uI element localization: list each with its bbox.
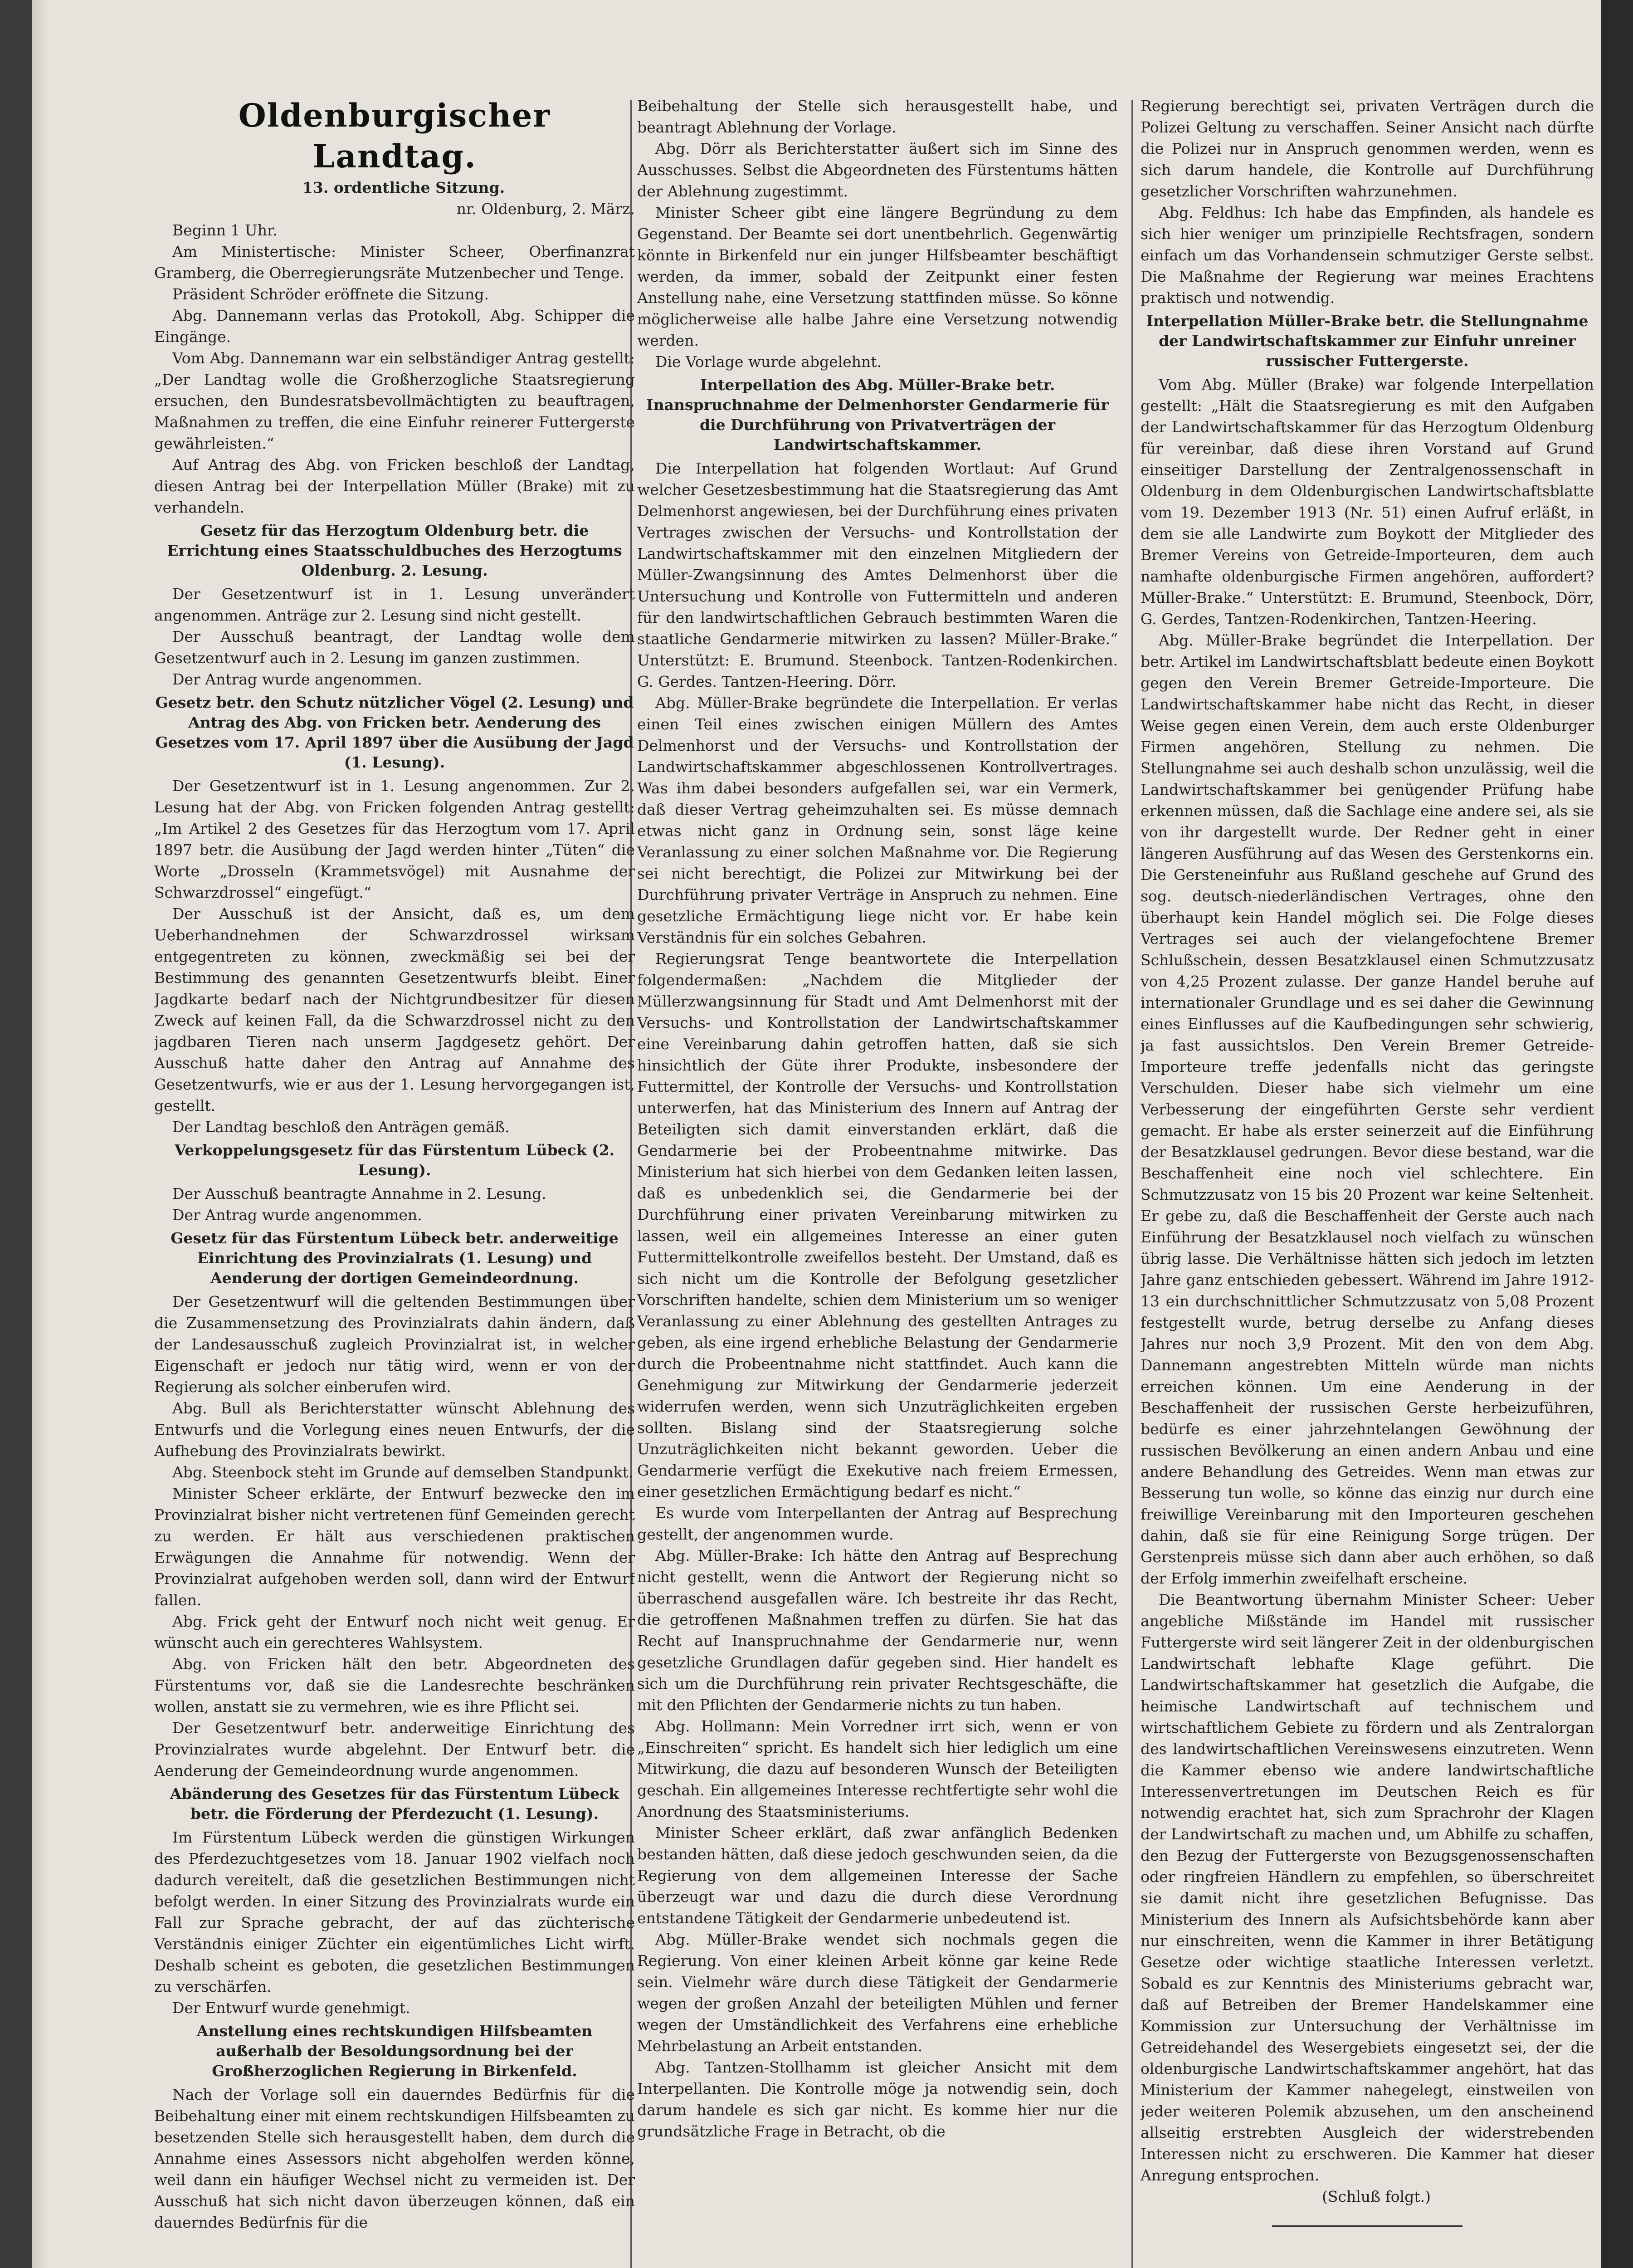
paragraph: Abg. Steenbock steht im Grunde auf demselben Standpunkt. <box>172 1463 634 1481</box>
paragraph: Vom Abg. Müller (Brake) war folgende Interpellation gestellt: „Hält die Staatsregierung es mit den Aufgaben der Landwirtschaftskammer für das Herzogtum Oldenburg für vereinbar, daß diese ihren Vorstand auf Grund einseitiger Darstellung der Zentralgenossenschaft in Oldenburg in dem Oldenburgischen Landwirtschaftsblatte vom 19. Dezember 1913 (Nr. 51) einen Aufruf erläßt, in dem sie alle Landwirte zum Boykott der Mitglieder des Bremer Vereins von Getreide-Importeuren, dem auch namhafte oldenburgische Firmen angehören, auffordert? Müller-Brake.“ Unterstützt: E. Brumund, Steenbock, Dörr, G. Gerdes, Tantzen-Rodenkirchen, Tantzen-Heering. <box>1141 376 1594 628</box>
session-heading: 13. ordentliche Sitzung. <box>302 179 505 196</box>
paragraph: Die Vorlage wurde abgelehnt. <box>655 353 882 371</box>
section-heading: Gesetz für das Fürstentum Lübeck betr. anderweitige Einrichtung des Provinzialrats (1. Lesung) und Aenderung der dortigen Gemeindeordnung. <box>171 1229 619 1287</box>
paragraph: Minister Scheer gibt eine längere Begründung zu dem Gegenstand. Der Beamte sei dort unentbehrlich. Gegenwärtig könnte in Birkenfeld nur ein junger Hilfsbeamter beschäftigt werden, da immer, sobald der Zeitpunkt einer festen Anstellung nahe, eine Versetzung stattfinden müsse. So könne möglicherweise alle halbe Jahre eine Versetzung notwendig werden. <box>637 204 1118 349</box>
paragraph: Der Ausschuß beantragt, der Landtag wolle dem Gesetzentwurf auch in 2. Lesung im ganzen zustimmen. <box>154 628 635 667</box>
column-2-body <box>637 95 1118 2142</box>
column-3-body <box>1141 95 1594 2186</box>
page-binding-shadow <box>32 0 50 2268</box>
paragraph: Minister Scheer erklärt, daß zwar anfänglich Bedenken bestanden hätten, daß diese jedoch geschwunden seien, da die Regierung von dem allgemeinen Interesse der Sache überzeugt war und dazu die durch diese Verordnung entstandene Tätigkeit der Gendarmerie unbedeutend ist. <box>637 1824 1118 1927</box>
section-heading: Anstellung eines rechtskundigen Hilfsbeamten außerhalb der Besoldungsordnung bei der Großherzoglichen Regierung in Birkenfeld. <box>196 2022 593 2080</box>
column-1-body <box>154 220 635 2233</box>
section-heading: Interpellation des Abg. Müller-Brake betr. Inanspruchnahme der Delmenhorster Gendarmerie für die Durchführung von Privatverträgen der Landwirtschaftskammer. <box>646 376 1109 454</box>
paragraph: Am Ministertische: Minister Scheer, Oberfinanzrat Gramberg, die Oberregierungsräte Mutzenbecher und Tenge. <box>154 243 635 282</box>
paragraph: Abg. Dörr als Berichterstatter äußert sich im Sinne des Ausschusses. Selbst die Abgeordneten des Fürstentums hätten der Ablehnung zugestimmt. <box>637 140 1118 200</box>
paragraph: Auf Antrag des Abg. von Fricken beschloß der Landtag, diesen Antrag bei der Interpellation Müller (Brake) mit zu verhandeln. <box>154 456 635 516</box>
paragraph: Beginn 1 Uhr. <box>172 221 278 239</box>
paragraph: Der Ausschuß ist der Ansicht, daß es, um dem Ueberhandnehmen der Schwarzdrossel wirksam entgegentreten zu können, zweckmäßig sei bei der Bestimmung des genannten Gesetzentwurfs bleibt. Einer Jagdkarte bedarf nach der Nichtgrundbesitzer für diesen Zweck auf keinen Fall, da die Schwarzdrossel nicht zu den jagdbaren Tieren nach unserm Jagdgesetz gehört. Der Ausschuß hatte daher den Antrag auf Annahme des Gesetzentwurfs, wie er aus der 1. Lesung hervorgegangen ist, gestellt. <box>154 905 635 1114</box>
paragraph: Der Gesetzentwurf will die geltenden Bestimmungen über die Zusammensetzung des Provinzialrats dahin ändern, daß der Landesausschuß zugleich Provinzialrat ist, in welcher Eigenschaft er jedoch nur tätig wird, wenn er von der Regierung als solcher einberufen wird. <box>154 1293 635 1396</box>
section-heading: Gesetz für das Herzogtum Oldenburg betr. die Errichtung eines Staatsschuldbuches des Herzogtums Oldenburg. 2. Lesung. <box>167 522 622 579</box>
paragraph: Abg. Müller-Brake: Ich hätte den Antrag auf Besprechung nicht gestellt, wenn die Antwort der Regierung nicht so überraschend ausgefallen wäre. Ich bestreite ihr das Recht, die getroffenen Maßnahmen treffen zu dürfen. Sie hat das Recht auf Inanspruchnahme der Gendarmerie nur, wenn gesetzliche Grundlagen dafür gegeben sind. Hier handelt es sich um die Durchführung rein privater Rechtsgeschäfte, die mit den Pflichten der Gendarmerie nichts zu tun haben. <box>637 1547 1118 1714</box>
paragraph: Die Beantwortung übernahm Minister Scheer: Ueber angebliche Mißstände im Handel mit russischer Futtergerste wird seit längerer Zeit in der oldenburgischen Landwirtschaft lebhafte Klage geführt. Die Landwirtschaftskammer hat gesetzlich die Aufgabe, die heimische Landwirtschaft auf technischem und wirtschaftlichem Gebiete zu fördern und als Zentralorgan des landwirtschaftlichen Vereinswesens einzutreten. Wenn die Kammer ebenso wie andere landwirtschaftliche Interessenvertretungen im Deutschen Reich es für notwendig erachtet hat, sich zum Sprachrohr der Klagen der Landwirtschaft zu machen und, um Abhilfe zu schaffen, den Bezug der Futtergerste von Bezugsgenossenschaften oder ringfreien Händlern zu empfehlen, so überschreitet sie damit nicht ihre gesetzlichen Befugnisse. Das Ministerium des Innern als Aufsichtsbehörde kann aber nur einschreiten, wenn die Kammer in ihrer Betätigung Gesetze oder wichtige staatliche Interessen verletzt. Sobald es zur Kenntnis des Ministeriums gebracht war, daß auf Betreiben der Bremer Handelskammer eine Kommission zur Untersuchung der Verhältnisse im Getreidehandel des Wesergebiets eingesetzt sei, der die oldenburgische Landwirtschaftskammer angehört, hat das Ministerium der Kammer nahegelegt, einstweilen von jeder weiteren Polemik abzusehen, um den anscheinend allseitig erstrebten Ausgleich der widerstrebenden Interessen nicht zu erschweren. Die Kammer hat dieser Anregung entsprochen. <box>1141 1591 1594 2184</box>
paragraph: Präsident Schröder eröffnete die Sitzung. <box>172 285 489 303</box>
section-heading: Interpellation Müller-Brake betr. die Stellungnahme der Landwirtschaftskammer zur Einfuhr unreiner russischer Futtergerste. <box>1146 312 1589 370</box>
paragraph: Die Interpellation hat folgenden Wortlaut: Auf Grund welcher Gesetzesbestimmung hat die Staatsregierung das Amt Delmenhorst angewiesen, bei der Durchführung eines privaten Vertrages zwischen der Versuchs- und Kontrollstation der Landwirtschaftskammer mit den einzelnen Mitgliedern der Müller-Zwangsinnung des Amtes Delmenhorst über die Untersuchung und Kontrolle von Futtermitteln und anderen für den landwirtschaftlichen Gebrauch bestimmten Waren die staatliche Gendarmerie mitwirken zu lassen? Müller-Brake.“ Unterstützt: E. Brumund. Steenbock. Tantzen-Rodenkirchen. G. Gerdes. Tantzen-Heering. Dörr. <box>637 459 1118 690</box>
paragraph: Abg. Hollmann: Mein Vorredner irrt sich, wenn er von „Einschreiten“ spricht. Es handelt sich hier lediglich um eine Mitwirkung, die dazu auf besonderen Wunsch der Beteiligten geschah. Ein allgemeines Interesse rechtfertigte sehr wohl die Anordnung des Staatsministeriums. <box>637 1717 1118 1820</box>
end-rule <box>1272 2225 1462 2227</box>
paragraph: Der Gesetzentwurf betr. anderweitige Einrichtung des Provinzialrates wurde abgelehnt. Der Entwurf betr. die Aenderung der Gemeindeordnung wurde angenommen. <box>154 1719 635 1779</box>
paragraph: Im Fürstentum Lübeck werden die günstigen Wirkungen des Pferdezuchtgesetzes vom 18. Januar 1902 vielfach noch dadurch vereitelt, daß die gesetzlichen Bestimmungen nicht befolgt werden. In einer Sitzung des Provinzialrats wurde ein Fall zur Sprache gebracht, der auf das züchterische Verständnis einiger Züchter ein eigentümliches Licht wirft. Deshalb scheint es geboten, die gesetzlichen Bestimmungen zu verschärfen. <box>154 1828 635 1995</box>
paragraph: Regierungsrat Tenge beantwortete die Interpellation folgendermaßen: „Nachdem die Mitglieder der Müllerzwangsinnung für Stadt und Amt Delmenhorst mit der Versuchs- und Kontrollstation der Landwirtschaftskammer eine Vereinbarung dahin getroffen hatten, daß sie sich hinsichtlich der Güte ihrer Produkte, insbesondere der Futtermittel, der Kontrolle der Versuchs- und Kontrollstation unterwerfen, hat das Ministerium des Innern auf Antrag der Beteiligten sich damit einverstanden erklärt, daß die Gendarmerie bei der Probeentnahme mitwirke. Das Ministerium hat sich hierbei von dem Gedanken leiten lassen, daß es unbedenklich sei, die Gendarmerie bei der Durchführung einer privaten Vereinbarung mitwirken zu lassen, weil ein allgemeines Interesse an einer guten Futtermittelkontrolle zweifellos besteht. Der Umstand, daß es sich nicht um die Kontrolle der Befolgung gesetzlicher Vorschriften handelte, schien dem Ministerium um so weniger Veranlassung zu einer Ablehnung des gestellten Antrages zu geben, als eine irgend erhebliche Belastung der Gendarmerie durch die Probeentnahme nicht stattfindet. Auch kann die Genehmigung zur Mitwirkung der Gendarmerie jederzeit widerrufen werden, wenn sich Unzuträglichkeiten ergeben sollten. Bislang sind der Staatsregierung solche Unzuträglichkeiten nicht bekannt geworden. Ueber die Gendarmerie verfügt die Exekutive nach freiem Ermessen, einer gesetzlichen Ermächtigung bedarf es nicht.“ <box>637 950 1118 1501</box>
paragraph: Der Antrag wurde angenommen. <box>172 1206 422 1224</box>
paragraph: Vom Abg. Dannemann war ein selbständiger Antrag gestellt: „Der Landtag wolle die Großherzogliche Staatsregierung ersuchen, den Bundesratsbevollmächtigten zu beauftragen, Maßnahmen zu treffen, die eine Einfuhr reinerer Futtergerste gewährleisten.“ <box>154 349 635 452</box>
paragraph: Der Entwurf wurde genehmigt. <box>172 1999 410 2017</box>
paragraph: Abg. Tantzen-Stollhamm ist gleicher Ansicht mit dem Interpellanten. Die Kontrolle möge ja notwendig sein, doch darum handele es sich gar nicht. Es komme hier nur die grundsätzliche Frage in Betracht, ob die <box>637 2058 1118 2140</box>
paragraph: Beibehaltung der Stelle sich herausgestellt habe, und beantragt Ablehnung der Vorlage. <box>637 97 1118 136</box>
column-rule <box>1131 100 1133 2268</box>
column-2 <box>637 95 1118 2268</box>
paragraph: Abg. Feldhus: Ich habe das Empfinden, als handele es sich hier weniger um prinzipielle Rechtsfragen, sondern einfach um das Vorhandensein schmutziger Gerste selbst. Die Maßnahme der Regierung war meines Erachtens praktisch und notwendig. <box>1141 204 1594 307</box>
column-3 <box>1141 95 1594 2268</box>
paragraph: Abg. Müller-Brake wendet sich nochmals gegen die Regierung. Von einer kleinen Arbeit könne gar keine Rede sein. Vielmehr wäre durch diese Tätigkeit der Gendarmerie wegen der großen Anzahl der beteiligten Mühlen und ferner wegen der Umständlichkeit des Verfahrens eine erhebliche Mehrbelastung an Arbeit entstanden. <box>637 1931 1118 2055</box>
paragraph: Abg. von Fricken hält den betr. Abgeordneten des Fürstentums vor, daß sie die Landesrechte beschränken wollen, anstatt sie zu vermehren, wie es ihre Pflicht sei. <box>154 1655 635 1716</box>
section-heading: Abänderung des Gesetzes für das Fürstentum Lübeck betr. die Förderung der Pferdezucht (1. Lesung). <box>170 1785 619 1823</box>
paragraph: Der Gesetzentwurf ist in 1. Lesung unverändert angenommen. Anträge zur 2. Lesung sind nicht gestellt. <box>154 585 635 624</box>
article-title: Oldenburgischer Landtag. <box>238 97 551 175</box>
paragraph: Minister Scheer erklärte, der Entwurf bezwecke den im Provinzialrat bisher nicht vertretenen fünf Gemeinden gerecht zu werden. Er hält aus verschiedenen praktischen Erwägungen die Annahme für notwendig. Wenn der Provinzialrat aufgehoben werden soll, dann wird der Entwurf fallen. <box>154 1485 635 1609</box>
paragraph: Abg. Bull als Berichterstatter wünscht Ablehnung des Entwurfs und die Vorlegung eines neuen Entwurfs, der die Aufhebung des Provinzialrats bewirkt. <box>154 1399 635 1460</box>
section-heading: Gesetz betr. den Schutz nützlicher Vögel (2. Lesung) und Antrag des Abg. von Fricken betr. Aenderung des Gesetzes vom 17. April 1897 über die Ausübung der Jagd (1. Lesung). <box>155 694 634 771</box>
paragraph: Abg. Frick geht der Entwurf noch nicht weit genug. Er wünscht auch ein gerechteres Wahlsystem. <box>154 1613 635 1652</box>
continued-notice: (Schluß folgt.) <box>1322 2188 1431 2205</box>
paragraph: Abg. Müller-Brake begründet die Interpellation. Der betr. Artikel im Landwirtschaftsblatt bedeute einen Boykott gegen den Verein Bremer Getreide-Importeure. Die Landwirtschaftskammer habe nicht das Recht, in dieser Weise gegen einen Verein, dem auch erste Oldenburger Firmen angehören, Stellung zu nehmen. Die Stellungnahme sei auch deshalb schon unzulässig, weil die Landwirtschaftskammer bei genügender Prüfung habe erkennen müssen, daß die Sachlage eine andere sei, als sie von ihr dargestellt wurde. Der Redner geht in einer längeren Ausführung auf das Wesen des Gerstenkorns ein. Die Gersteneinfuhr aus Rußland geschehe auf Grund des sog. deutsch-niederländischen Vertrages, ohne den überhaupt kein Handel möglich sei. Die Folge dieses Vertrages sei auch der vielangefochtene Bremer Schlußschein, dessen Besatzklausel einen Schmutzzusatz von 4,25 Prozent zulasse. Der ganze Handel beruhe auf internationaler Grundlage und es sei daher die Gewinnung eines Einflusses auf die Kaufbedingungen sehr schwierig, ja fast aussichtslos. Den Verein Bremer Getreide-Importeure treffe jedenfalls nicht das geringste Verschulden. Dieser habe sich vielmehr um eine Verbesserung der eingeführten Gerste sehr verdient gemacht. Er habe als erster seinerzeit auf die Einführung der Besatzklausel gedrungen. Bevor diese bestand, war die Beschaffenheit eine noch viel schlechtere. Ein Schmutzzusatz von 15 bis 20 Prozent war keine Seltenheit. Er gebe zu, daß die Beschaffenheit der Gerste auch nach Einführung der Besatzklausel noch vielfach zu wünschen übrig lasse. Die Verhältnisse hätten sich jedoch im letzten Jahre ganz entschieden gebessert. Während im Jahre 1912-13 ein durchschnittlicher Schmutzzusatz von 5,08 Prozent festgestellt wurde, betrug derselbe zu Anfang dieses Jahres nur noch 3,9 Prozent. Mit den von dem Abg. Dannemann angestrebten Mitteln würde man nichts erreichen können. Um eine Aenderung in der Beschaffenheit der russischen Gerste herbeizuführen, bedürfe es einer jahrzehntelangen Gewöhnung der russischen Bevölkerung an einen andern Anbau und eine andere Behandlung des Getreides. Wenn man etwas zur Besserung tun wolle, so könne das einzig nur durch eine freiwillige Vereinbarung mit den Importeuren geschehen dahin, daß sie für eine Reinigung Sorge trügen. Der Gerstenpreis müsse sich dann aber auch erhöhen, so daß der Erfolg immerhin zweifelhaft erscheine. <box>1141 631 1594 1587</box>
paragraph: Der Ausschuß beantragte Annahme in 2. Lesung. <box>172 1185 546 1202</box>
paragraph: Abg. Dannemann verlas das Protokoll, Abg. Schipper die Eingänge. <box>154 307 635 346</box>
paragraph: Der Landtag beschloß den Anträgen gemäß. <box>172 1118 510 1136</box>
dateline: nr. Oldenburg, 2. März. <box>456 200 635 218</box>
paragraph: Es wurde vom Interpellanten der Antrag auf Besprechung gestellt, der angenommen wurde. <box>637 1504 1118 1543</box>
paragraph: Abg. Müller-Brake begründete die Interpellation. Er verlas einen Teil eines zwischen einigen Müllern des Amtes Delmenhorst und der Versuchs- und Kontrollstation der Landwirtschaftskammer abgeschlossenen Kontrollvertrages. Was ihm dabei besonders aufgefallen sei, war ein Vermerk, daß dieser Vertrag geheimzuhalten sei. Es müsse demnach etwas nicht ganz in Ordnung sein, sonst läge keine Veranlassung zu einer solchen Maßnahme vor. Die Regierung sei nicht berechtigt, die Polizei zur Mitwirkung bei der Durchführung privater Verträge in Anspruch zu nehmen. Eine gesetzliche Ermächtigung liege nicht vor. Er habe kein Verständnis für ein solches Gebahren. <box>637 694 1118 946</box>
paragraph: Regierung berechtigt sei, privaten Verträgen durch die Polizei Geltung zu verschaffen. Seiner Ansicht nach dürfte die Polizei nur in Anspruch genommen werden, wenn es sich darum handele, die Kontrolle auf Durchführung gesetzlicher Vorschriften wahrzunehmen. <box>1141 97 1594 200</box>
paragraph: Nach der Vorlage soll ein dauerndes Bedürfnis für die Beibehaltung einer mit einem rechtskundigen Hilfsbeamten zu besetzenden Stelle sich herausgestellt haben, dem durch die Annahme eines Assessors nicht abgeholfen werden könne, weil dann ein häufiger Wechsel nicht zu vermeiden ist. Der Ausschuß hat sich nicht davon überzeugen können, daß ein dauerndes Bedürfnis für die <box>154 2086 635 2231</box>
section-heading: Verkoppelungsgesetz für das Fürstentum Lübeck (2. Lesung). <box>174 1141 615 1179</box>
paragraph: Der Gesetzentwurf ist in 1. Lesung angenommen. Zur 2. Lesung hat der Abg. von Fricken folgenden Antrag gestellt: „Im Artikel 2 des Gesetzes für das Herzogtum vom 17. April 1897 betr. die Ausübung der Jagd werden hinter „Tüten“ die Worte „Drosseln (Krammetsvögel) mit Ausnahme der Schwarzdrossel“ eingefügt.“ <box>154 777 635 901</box>
next-page-edge <box>1601 0 1633 2268</box>
column-1 <box>154 95 635 2268</box>
paragraph: Der Antrag wurde angenommen. <box>172 670 422 688</box>
